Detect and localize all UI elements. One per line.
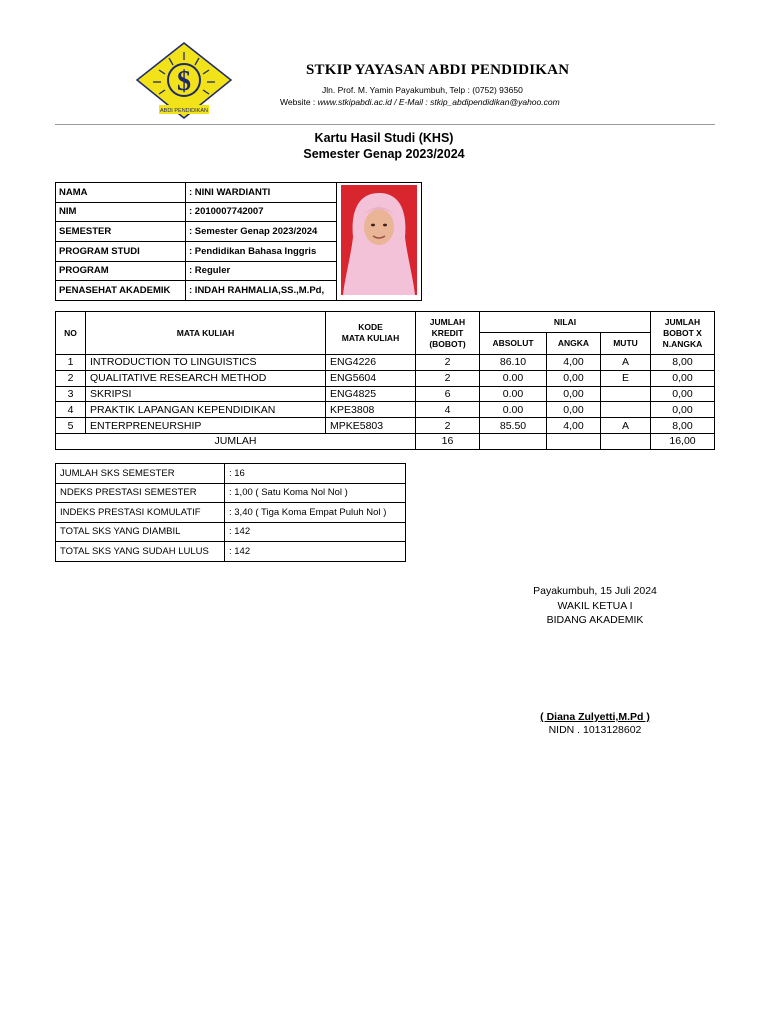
cell-angka: 0,00: [547, 402, 601, 418]
logo-caption: ABDI PENDIDIKAN: [160, 108, 208, 114]
col-header-credit-line: JUMLAH: [429, 316, 466, 327]
document-subtitle: Semester Genap 2023/2024: [303, 147, 465, 161]
student-value: : NINI WARDIANTI: [186, 183, 337, 203]
summary-value: : 16: [225, 464, 406, 484]
cell-angka: 4,00: [547, 355, 601, 371]
cell-credit: 2: [416, 370, 480, 386]
cell-absolut: 85.50: [480, 418, 547, 434]
student-label: PENASEHAT AKADEMIK: [56, 281, 186, 301]
cell-mutu: A: [601, 418, 651, 434]
signature-role: WAKIL KETUA I: [557, 600, 633, 612]
cell-mutu: E: [601, 370, 651, 386]
cell-weight: 0,00: [651, 402, 715, 418]
cell-code: MPKE5803: [326, 418, 416, 434]
letterhead: [0, 40, 768, 120]
total-empty-cell: [547, 433, 601, 449]
table-row: [56, 402, 715, 418]
cell-mutu: [601, 386, 651, 402]
summary-value: : 1,00 ( Satu Koma Nol Nol ): [225, 483, 406, 503]
table-row: [56, 355, 715, 371]
grades-header-row: [56, 312, 715, 333]
cell-course: INTRODUCTION TO LINGUISTICS: [86, 355, 326, 371]
grades-table: [55, 311, 715, 450]
cell-no: 1: [56, 355, 86, 371]
cell-absolut: 0.00: [480, 402, 547, 418]
col-header-absolut: ABSOLUT: [480, 333, 547, 355]
col-header-nilai: NILAI: [480, 312, 651, 333]
svg-text:$: $: [177, 66, 191, 97]
col-header-angka: ANGKA: [547, 333, 601, 355]
total-empty-cell: [480, 433, 547, 449]
cell-code: ENG4226: [326, 355, 416, 371]
summary-label: NDEKS PRESTASI SEMESTER: [56, 483, 225, 503]
signatory-nidn: NIDN . 1013128602: [548, 724, 642, 736]
cell-weight: 8,00: [651, 355, 715, 371]
student-value: : INDAH RAHMALIA,SS.,M.Pd,: [186, 281, 337, 301]
institution-address: Jln. Prof. M. Yamin Payakumbuh, Telp : (0752) 93650: [322, 85, 523, 95]
student-label: PROGRAM STUDI: [56, 241, 186, 261]
cell-code: KPE3808: [326, 402, 416, 418]
cell-credit: 2: [416, 355, 480, 371]
table-row: [56, 418, 715, 434]
student-info-table: [55, 182, 422, 301]
summary-row: [56, 483, 406, 503]
total-row: [56, 433, 715, 449]
signature-place-date: Payakumbuh, 15 Juli 2024: [533, 585, 657, 597]
student-value: : Semester Genap 2023/2024: [186, 222, 337, 242]
col-header-course: MATA KULIAH: [86, 312, 326, 355]
total-empty-cell: [601, 433, 651, 449]
cell-credit: 6: [416, 386, 480, 402]
student-photo: [341, 185, 417, 295]
cell-weight: 8,00: [651, 418, 715, 434]
col-header-credit-line: KREDIT: [431, 327, 464, 338]
cell-absolut: 0.00: [480, 370, 547, 386]
cell-absolut: 86.10: [480, 355, 547, 371]
photo-cell: [337, 183, 422, 301]
summary-value: : 142: [225, 522, 406, 542]
summary-row: [56, 464, 406, 484]
email-label: E-Mail :: [398, 97, 431, 107]
cell-angka: 0,00: [547, 386, 601, 402]
student-value: : Reguler: [186, 261, 337, 281]
col-header-credit: [416, 312, 480, 355]
col-header-weight-line: N.ANGKA: [662, 338, 703, 349]
total-credit: 16: [416, 433, 480, 449]
cell-absolut: 0.00: [480, 386, 547, 402]
student-label: NAMA: [56, 183, 186, 203]
cell-angka: 4,00: [547, 418, 601, 434]
institution-logo: [135, 42, 233, 120]
document-title: Kartu Hasil Studi (KHS): [314, 131, 454, 145]
website-label: Website :: [280, 97, 318, 107]
cell-code: ENG4825: [326, 386, 416, 402]
table-row: [56, 386, 715, 402]
summary-label: JUMLAH SKS SEMESTER: [56, 464, 225, 484]
cell-mutu: [601, 402, 651, 418]
col-header-code: [326, 312, 416, 355]
cell-no: 3: [56, 386, 86, 402]
cell-credit: 2: [416, 418, 480, 434]
student-label: PROGRAM: [56, 261, 186, 281]
col-header-no: NO: [56, 312, 86, 355]
cell-course: ENTERPRENEURSHIP: [86, 418, 326, 434]
cell-weight: 0,00: [651, 370, 715, 386]
cell-no: 5: [56, 418, 86, 434]
signatory-name: ( Diana Zulyetti,M.Pd ): [540, 711, 650, 723]
signature-department: BIDANG AKADEMIK: [546, 614, 644, 626]
institution-name: STKIP YAYASAN ABDI PENDIDIKAN: [306, 62, 570, 78]
student-label: SEMESTER: [56, 222, 186, 242]
summary-value: : 3,40 ( Tiga Koma Empat Puluh Nol ): [225, 503, 406, 523]
student-row: [56, 183, 422, 203]
institution-contact: [280, 97, 560, 107]
contact-separator: /: [391, 97, 399, 107]
col-header-weight-line: JUMLAH: [664, 316, 701, 327]
student-value: : 2010007742007: [186, 202, 337, 222]
col-header-mutu: MUTU: [601, 333, 651, 355]
student-value: : Pendidikan Bahasa Inggris: [186, 241, 337, 261]
header-divider: [55, 124, 715, 125]
cell-course: PRAKTIK LAPANGAN KEPENDIDIKAN: [86, 402, 326, 418]
cell-course: SKRIPSI: [86, 386, 326, 402]
col-header-credit-line: (BOBOT): [429, 338, 466, 349]
summary-label: TOTAL SKS YANG DIAMBIL: [56, 522, 225, 542]
summary-value: : 142: [225, 542, 406, 562]
cell-course: QUALITATIVE RESEARCH METHOD: [86, 370, 326, 386]
email-link[interactable]: stkip_abdipendidikan@yahoo.com: [430, 97, 560, 107]
cell-weight: 0,00: [651, 386, 715, 402]
cell-angka: 0,00: [547, 370, 601, 386]
cell-mutu: A: [601, 355, 651, 371]
summary-row: [56, 542, 406, 562]
cell-no: 4: [56, 402, 86, 418]
summary-row: [56, 522, 406, 542]
col-header-code-line: KODE: [358, 322, 383, 332]
total-weight: 16,00: [651, 433, 715, 449]
table-row: [56, 370, 715, 386]
summary-table: [55, 463, 406, 562]
cell-code: ENG5604: [326, 370, 416, 386]
website-link[interactable]: www.stkipabdi.ac.id: [317, 97, 392, 107]
summary-row: [56, 503, 406, 523]
summary-label: TOTAL SKS YANG SUDAH LULUS: [56, 542, 225, 562]
col-header-code-line: MATA KULIAH: [341, 333, 400, 343]
summary-label: INDEKS PRESTASI KOMULATIF: [56, 503, 225, 523]
cell-no: 2: [56, 370, 86, 386]
col-header-weight-line: BOBOT X: [663, 327, 702, 338]
col-header-weight: [651, 312, 715, 355]
cell-credit: 4: [416, 402, 480, 418]
total-label: JUMLAH: [56, 433, 416, 449]
student-label: NIM: [56, 202, 186, 222]
